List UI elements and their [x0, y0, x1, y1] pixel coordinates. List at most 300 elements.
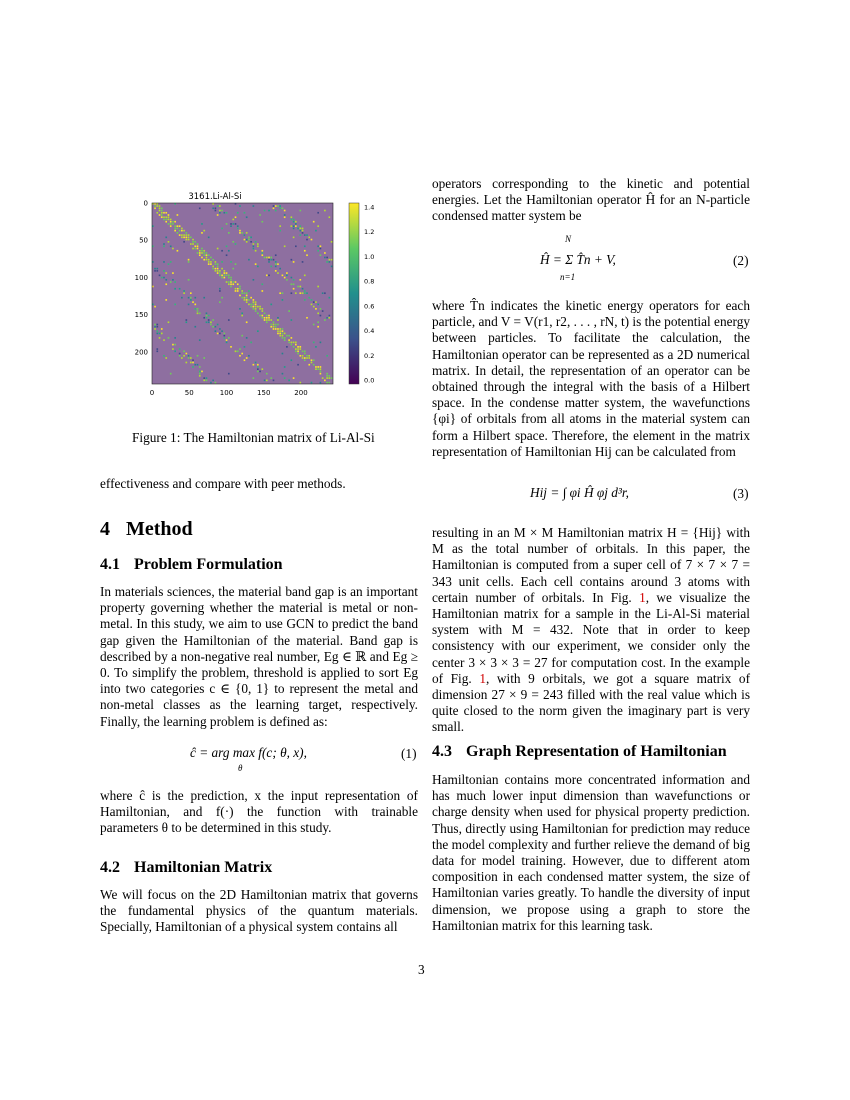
- heatmap-cell: [261, 368, 263, 370]
- heatmap-cell: [291, 283, 293, 285]
- heatmap-cell: [235, 350, 237, 352]
- heatmap-cell: [208, 237, 210, 239]
- heatmap-cell: [257, 371, 259, 373]
- heatmap-cell: [237, 228, 239, 230]
- heatmap-cell: [284, 214, 286, 216]
- heatmap-cell: [277, 324, 279, 326]
- heatmap-cell: [248, 299, 250, 301]
- heatmap-cell: [268, 315, 270, 317]
- equation-2-number: (2): [733, 253, 749, 268]
- heatmap-cell: [239, 288, 241, 290]
- heatmap-cell: [156, 270, 158, 272]
- heatmap-cell: [172, 348, 174, 350]
- heatmap-cell: [331, 266, 333, 268]
- heatmap-cell: [306, 355, 308, 357]
- heatmap-cell: [266, 275, 268, 277]
- heatmap-cell: [159, 205, 161, 207]
- x-tick-label: 150: [257, 389, 271, 397]
- heatmap-cell: [154, 328, 156, 330]
- heatmap-cell: [308, 364, 310, 366]
- heatmap-cell: [210, 263, 212, 265]
- figure-title: 3161.Li-Al-Si: [188, 192, 242, 202]
- heatmap-cell: [194, 241, 196, 243]
- heatmap-cell: [206, 257, 208, 259]
- heatmap-cell: [317, 245, 319, 247]
- heatmap-cell: [159, 210, 161, 212]
- heatmap-cell: [174, 221, 176, 223]
- heatmap-cell: [299, 279, 301, 281]
- heatmap-cell: [297, 286, 299, 288]
- heatmap-cell: [273, 324, 275, 326]
- heatmap-cell: [295, 348, 297, 350]
- heatmap-cell: [302, 288, 304, 290]
- heatmap-cell: [217, 248, 219, 250]
- heatmap-cell: [199, 375, 201, 377]
- heatmap-cell: [217, 272, 219, 274]
- heatmap-cell: [295, 223, 297, 225]
- heatmap-cell: [154, 306, 156, 308]
- heatmap-cell: [279, 230, 281, 232]
- heatmap-cell: [199, 339, 201, 341]
- equation-2-bottom: n=1: [560, 272, 576, 282]
- heatmap-cell: [277, 317, 279, 319]
- heatmap-cell: [284, 339, 286, 341]
- heatmap-cell: [168, 337, 170, 339]
- heatmap-cell: [170, 281, 172, 283]
- heatmap-cell: [228, 373, 230, 375]
- heatmap-cell: [299, 346, 301, 348]
- heatmap-cell: [326, 317, 328, 319]
- heatmap-cell: [282, 328, 284, 330]
- heatmap-cell: [317, 225, 319, 227]
- heatmap-cell: [194, 326, 196, 328]
- heatmap-cell: [154, 324, 156, 326]
- heatmap-cell: [299, 228, 301, 230]
- heatmap-cell: [219, 275, 221, 277]
- figure-1-link[interactable]: 1: [639, 589, 646, 605]
- heatmap-cell: [255, 310, 257, 312]
- heatmap-cell: [201, 250, 203, 252]
- heatmap-cell: [277, 319, 279, 321]
- heatmap-cell: [324, 319, 326, 321]
- heatmap-cell: [270, 257, 272, 259]
- heatmap-cell: [165, 283, 167, 285]
- heatmap-cell: [315, 368, 317, 370]
- heatmap-cell: [306, 254, 308, 256]
- heatmap-cell: [299, 348, 301, 350]
- heatmap-cell: [206, 312, 208, 314]
- heatmap-cell: [183, 290, 185, 292]
- heatmap-cell: [329, 216, 331, 218]
- heatmap-cell: [275, 205, 277, 207]
- heatmap-cell: [253, 299, 255, 301]
- heatmap-cell: [239, 230, 241, 232]
- heatmap-cell: [291, 277, 293, 279]
- heatmap-cell: [161, 333, 163, 335]
- heatmap-cell: [210, 257, 212, 259]
- heatmap-cell: [208, 263, 210, 265]
- heatmap-cell: [235, 243, 237, 245]
- heatmap-cell: [219, 333, 221, 335]
- paragraph-4-2: We will focus on the 2D Hamiltonian matrix that governs the fundamental physics of the quantum materials. Specially, Hamiltonian of a physical system contains all: [100, 887, 418, 935]
- heatmap-cell: [246, 321, 248, 323]
- heatmap-cell: [201, 257, 203, 259]
- heatmap-cell: [212, 259, 214, 261]
- heatmap-cell: [156, 326, 158, 328]
- heatmap-cell: [226, 245, 228, 247]
- heatmap-cell: [241, 315, 243, 317]
- heatmap-cell: [192, 301, 194, 303]
- heatmap-cell: [217, 205, 219, 207]
- heatmap-cell: [203, 250, 205, 252]
- heatmap-cell: [275, 326, 277, 328]
- heatmap-cell: [250, 241, 252, 243]
- heatmap-cell: [239, 232, 241, 234]
- heatmap-cell: [179, 230, 181, 232]
- heatmap-cell: [279, 268, 281, 270]
- heatmap-cell: [261, 315, 263, 317]
- heatmap-cell: [255, 250, 257, 252]
- hamiltonian-heatmap: [125, 185, 385, 400]
- heatmap-cell: [206, 259, 208, 261]
- heatmap-cell: [161, 212, 163, 214]
- heatmap-cell: [284, 210, 286, 212]
- heatmap-cell: [291, 319, 293, 321]
- heatmap-cell: [203, 297, 205, 299]
- heatmap-cell: [174, 350, 176, 352]
- heatmap-cell: [304, 290, 306, 292]
- heatmap-cell: [192, 359, 194, 361]
- heatmap-cell: [315, 301, 317, 303]
- heatmap-cell: [320, 366, 322, 368]
- heatmap-cell: [159, 337, 161, 339]
- heatmap-cell: [203, 252, 205, 254]
- heatmap-cell: [284, 333, 286, 335]
- colorbar-tick-label: 0.6: [364, 302, 375, 311]
- heatmap-cell: [273, 328, 275, 330]
- heatmap-cell: [293, 342, 295, 344]
- heatmap-cell: [181, 228, 183, 230]
- heatmap-cell: [156, 350, 158, 352]
- heatmap-cell: [295, 292, 297, 294]
- heatmap-cell: [163, 339, 165, 341]
- y-tick-label: 50: [139, 236, 148, 245]
- heatmap-cell: [224, 277, 226, 279]
- figure-1: [125, 185, 385, 400]
- heatmap-cell: [244, 292, 246, 294]
- heatmap-cell: [170, 373, 172, 375]
- heatmap-cell: [259, 306, 261, 308]
- heatmap-cell: [246, 357, 248, 359]
- heatmap-cell: [246, 295, 248, 297]
- heatmap-cell: [266, 319, 268, 321]
- heatmap-cell: [159, 207, 161, 209]
- heatmap-cell: [208, 321, 210, 323]
- heatmap-cell: [302, 355, 304, 357]
- heatmap-cell: [295, 245, 297, 247]
- heatmap-cell: [208, 319, 210, 321]
- heatmap-cell: [261, 308, 263, 310]
- heatmap-cell: [219, 328, 221, 330]
- heatmap-cell: [244, 299, 246, 301]
- heatmap-cell: [170, 261, 172, 263]
- heatmap-cell: [192, 248, 194, 250]
- heatmap-cell: [224, 333, 226, 335]
- heatmap-cell: [275, 266, 277, 268]
- heatmap-cell: [154, 268, 156, 270]
- heatmap-cell: [177, 228, 179, 230]
- heatmap-cell: [261, 290, 263, 292]
- heatmap-cell: [315, 366, 317, 368]
- heatmap-cell: [181, 230, 183, 232]
- heatmap-cell: [308, 355, 310, 357]
- heatmap-cell: [194, 304, 196, 306]
- heatmap-cell: [165, 212, 167, 214]
- paragraph-4-1-b: where ĉ is the prediction, x the input representation of Hamiltonian, and f(·) the function with trainable parameters θ to be determined in this study.: [100, 788, 418, 836]
- heatmap-cell: [197, 312, 199, 314]
- heatmap-cell: [255, 304, 257, 306]
- heatmap-cell: [326, 377, 328, 379]
- heatmap-cell: [304, 350, 306, 352]
- heatmap-cell: [186, 353, 188, 355]
- heatmap-cell: [181, 297, 183, 299]
- heatmap-cell: [165, 279, 167, 281]
- subsection-4-1-heading: [100, 556, 283, 574]
- y-tick-label: 150: [134, 311, 148, 320]
- heatmap-cell: [329, 259, 331, 261]
- heatmap-cell: [259, 315, 261, 317]
- figure-caption: Figure 1: The Hamiltonian matrix of Li-Al-Si: [132, 430, 375, 445]
- heatmap-cell: [199, 254, 201, 256]
- heatmap-cell: [188, 357, 190, 359]
- figure-1-link-2[interactable]: 1: [479, 670, 486, 686]
- heatmap-cell: [295, 350, 297, 352]
- heatmap-cell: [183, 230, 185, 232]
- heatmap-cell: [244, 212, 246, 214]
- heatmap-cell: [179, 288, 181, 290]
- heatmap-cell: [159, 214, 161, 216]
- heatmap-cell: [165, 219, 167, 221]
- heatmap-cell: [250, 304, 252, 306]
- heatmap-cell: [288, 380, 290, 382]
- heatmap-cell: [219, 290, 221, 292]
- equation-3-body: Hij = ∫ φi Ĥ φj d³r,: [530, 485, 629, 500]
- heatmap-cell: [154, 207, 156, 209]
- heatmap-cell: [179, 234, 181, 236]
- heatmap-cell: [291, 225, 293, 227]
- heatmap-cell: [194, 308, 196, 310]
- heatmap-cell: [273, 326, 275, 328]
- heatmap-cell: [192, 241, 194, 243]
- heatmap-cell: [259, 308, 261, 310]
- heatmap-cell: [208, 259, 210, 261]
- heatmap-cell: [291, 337, 293, 339]
- heatmap-cell: [232, 223, 234, 225]
- heatmap-cell: [210, 382, 212, 384]
- heatmap-cell: [293, 279, 295, 281]
- heatmap-cell: [257, 330, 259, 332]
- heatmap-cell: [284, 245, 286, 247]
- y-tick-label: 200: [134, 348, 148, 357]
- heatmap-cell: [317, 368, 319, 370]
- heatmap-cell: [163, 270, 165, 272]
- heatmap-cell: [215, 261, 217, 263]
- heatmap-cell: [201, 223, 203, 225]
- page-number: 3: [418, 962, 425, 977]
- heatmap-cell: [326, 355, 328, 357]
- subsection-4-3-heading: [432, 743, 727, 761]
- heatmap-cell: [241, 335, 243, 337]
- heatmap-cell: [190, 292, 192, 294]
- subsection-4-1-title: Problem Formulation: [134, 556, 283, 573]
- heatmap-cell: [326, 373, 328, 375]
- subsection-4-2-title: Hamiltonian Matrix: [134, 859, 273, 876]
- heatmap-cell: [219, 288, 221, 290]
- heatmap-cell: [235, 263, 237, 265]
- heatmap-cell: [270, 259, 272, 261]
- heatmap-cell: [186, 232, 188, 234]
- equation-1-body: ĉ = arg max f(c; θ, x),: [190, 745, 307, 760]
- heatmap-cell: [197, 248, 199, 250]
- heatmap-cell: [203, 254, 205, 256]
- heatmap-cell: [156, 268, 158, 270]
- heatmap-cell: [315, 308, 317, 310]
- heatmap-cell: [172, 223, 174, 225]
- heatmap-cell: [215, 210, 217, 212]
- heatmap-cell: [282, 330, 284, 332]
- heatmap-cell: [197, 355, 199, 357]
- heatmap-cell: [329, 261, 331, 263]
- heatmap-cell: [304, 245, 306, 247]
- heatmap-cell: [154, 270, 156, 272]
- heatmap-cell: [293, 228, 295, 230]
- heatmap-cell: [317, 286, 319, 288]
- heatmap-cell: [188, 234, 190, 236]
- heatmap-cell: [186, 319, 188, 321]
- heatmap-cell: [268, 259, 270, 261]
- paragraph-4-1: In materials sciences, the material band gap is an important property governing whether the material is metal or non-metal. In this study, we aim to use GCN to predict the band gap given the Hamiltonian of the material. Band gap is described by a non-negative real number, Eg ∈ ℝ and Eg ≥ 0. To simplify the problem, threshold is applied to sort Eg into two categories c ∈ {0, 1} to represent the metal and non-metal classes as the learning target, respectively. Finally, the learning problem is defined as:: [100, 584, 418, 729]
- heatmap-cell: [291, 259, 293, 261]
- heatmap-cell: [230, 286, 232, 288]
- heatmap-cell: [297, 228, 299, 230]
- subsection-4-2-number: 4.2: [100, 859, 120, 876]
- heatmap-cell: [188, 297, 190, 299]
- heatmap-cell: [192, 239, 194, 241]
- heatmap-cell: [317, 321, 319, 323]
- heatmap-cell: [197, 245, 199, 247]
- heatmap-cell: [288, 310, 290, 312]
- heatmap-cell: [273, 380, 275, 382]
- heatmap-cell: [228, 337, 230, 339]
- heatmap-cell: [250, 297, 252, 299]
- heatmap-cell: [206, 252, 208, 254]
- heatmap-cell: [165, 216, 167, 218]
- heatmap-cell: [168, 216, 170, 218]
- heatmap-cell: [268, 275, 270, 277]
- heatmap-cell: [293, 288, 295, 290]
- heatmap-cell: [228, 281, 230, 283]
- heatmap-cell: [165, 237, 167, 239]
- heatmap-cell: [250, 237, 252, 239]
- heatmap-cell: [228, 283, 230, 285]
- heatmap-cell: [273, 205, 275, 207]
- heatmap-cell: [230, 281, 232, 283]
- heatmap-cell: [179, 348, 181, 350]
- heatmap-cell: [313, 301, 315, 303]
- heatmap-cell: [192, 362, 194, 364]
- heatmap-cell: [331, 259, 333, 261]
- heatmap-cell: [266, 317, 268, 319]
- heatmap-cell: [246, 241, 248, 243]
- heatmap-cell: [259, 214, 261, 216]
- heatmap-cell: [331, 377, 333, 379]
- heatmap-cell: [304, 299, 306, 301]
- heatmap-cell: [293, 377, 295, 379]
- heatmap-cell: [304, 250, 306, 252]
- heatmap-cell: [165, 272, 167, 274]
- heatmap-cell: [197, 310, 199, 312]
- heatmap-cell: [293, 261, 295, 263]
- colorbar-tick-label: 0.4: [364, 327, 375, 336]
- y-tick-label: 0: [143, 199, 148, 208]
- heatmap-cell: [268, 319, 270, 321]
- heatmap-cell: [203, 230, 205, 232]
- heatmap-cell: [230, 261, 232, 263]
- heatmap-cell: [168, 219, 170, 221]
- heatmap-cell: [163, 219, 165, 221]
- heatmap-cell: [255, 241, 257, 243]
- heatmap-cell: [291, 344, 293, 346]
- heatmap-cell: [306, 357, 308, 359]
- heatmap-cell: [297, 364, 299, 366]
- colorbar-tick-label: 0.8: [364, 277, 375, 286]
- heatmap-cell: [257, 243, 259, 245]
- heatmap-cell: [232, 241, 234, 243]
- heatmap-cell: [291, 216, 293, 218]
- heatmap-cell: [156, 348, 158, 350]
- heatmap-cell: [255, 301, 257, 303]
- heatmap-cell: [179, 225, 181, 227]
- heatmap-cell: [257, 312, 259, 314]
- heatmap-cell: [168, 241, 170, 243]
- heatmap-cell: [279, 292, 281, 294]
- heatmap-cell: [275, 210, 277, 212]
- equation-1-number: (1): [401, 746, 417, 761]
- heatmap-cell: [156, 330, 158, 332]
- heatmap-cell: [266, 380, 268, 382]
- paragraph-4-3: Hamiltonian contains more concentrated information and has much lower input dimension than wavefunctions or charge density when used for physical property prediction. Thus, directly using Hamiltonian for prediction may reduce the model complexity and further relieve the demand of big data for model training. However, due to different atom composition in each condensed matter system, the size of Hamiltonian varies greatly. To handle the diversity of input dimension, we propose using a graph to store the Hamiltonian matrix for this learning task.: [432, 772, 750, 933]
- heatmap-cell: [264, 317, 266, 319]
- heatmap-cell: [241, 297, 243, 299]
- equation-1: [190, 745, 307, 761]
- heatmap-cell: [208, 261, 210, 263]
- heatmap-cell: [311, 382, 313, 384]
- heatmap-cell: [201, 232, 203, 234]
- heatmap-cell: [221, 228, 223, 230]
- heatmap-cell: [199, 366, 201, 368]
- heatmap-cell: [221, 277, 223, 279]
- heatmap-cell: [235, 290, 237, 292]
- heatmap-cell: [177, 250, 179, 252]
- heatmap-cell: [237, 225, 239, 227]
- heatmap-cell: [165, 299, 167, 301]
- heatmap-cell: [320, 254, 322, 256]
- heatmap-cell: [268, 257, 270, 259]
- heatmap-cell: [224, 272, 226, 274]
- heatmap-cell: [320, 245, 322, 247]
- heatmap-cell: [248, 290, 250, 292]
- heatmap-cell: [311, 359, 313, 361]
